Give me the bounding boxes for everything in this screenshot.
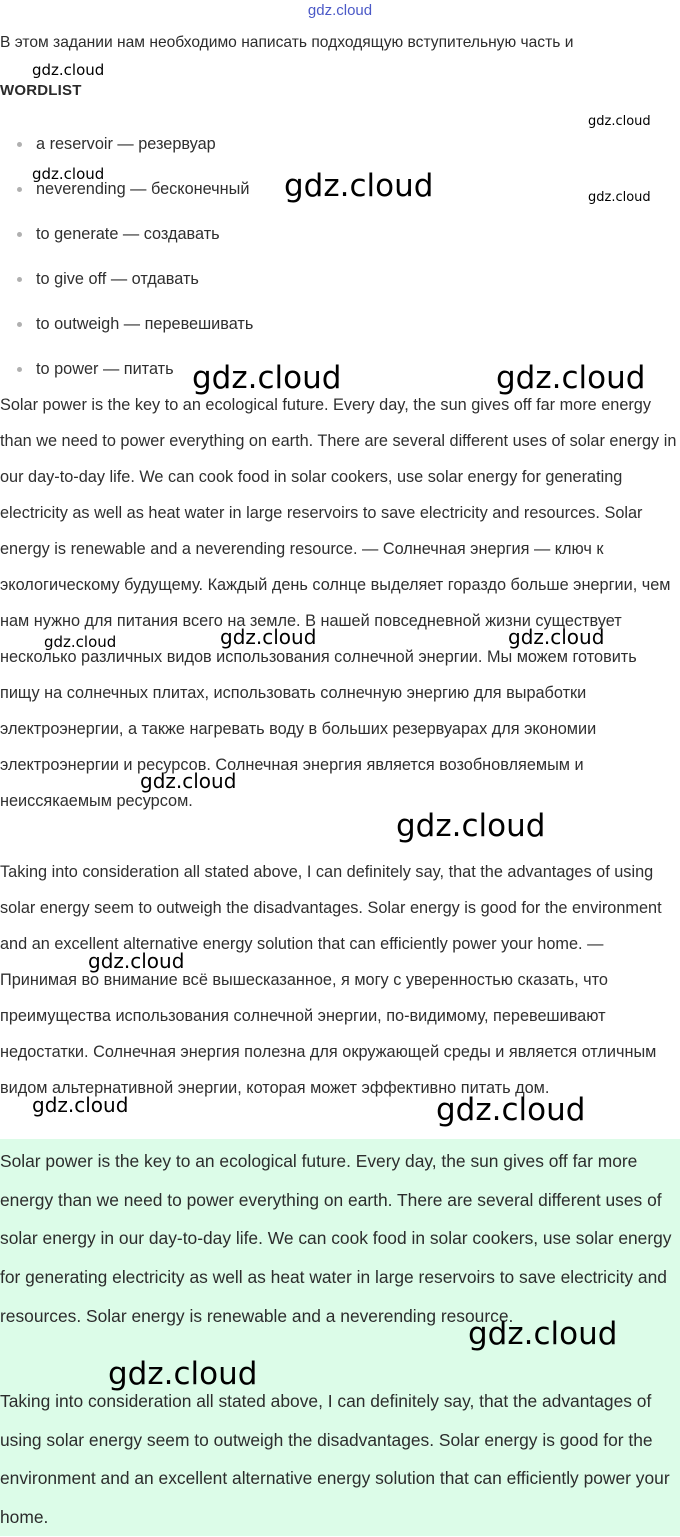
bullet-icon: [17, 232, 22, 237]
answer-paragraph-1: Solar power is the key to an ecological future. Every day, the sun gives off far more energy than we need to power everything on earth. There are several different uses of solar energy in our day-to-day life. We can cook food in solar cookers, use solar energy for generating electricity as well as heat water in large reservoirs to save electricity and resources. Solar energy is renewable and a neverending resource. — Солнечная энергия — ключ к экологическому будущему. Каждый день солнце выделяет гораздо больше энергии, чем нам нужно для питания всего на земле. В нашей повседневной жизни существует несколько различных видов использования солнечной энергии. Мы можем готовить пищу на солнечных плитах, использовать солнечную энергию для выработки электроэнергии, а также нагревать воду в больших резервуарах для экономии электроэнергии и ресурсов. Солнечная энергия является возобновляемым и неиссякаемым ресурсом.: [0, 396, 677, 810]
wordlist-item-text: a reservoir — резервуар: [36, 135, 216, 153]
bullet-icon: [17, 277, 22, 282]
bullet-icon: [17, 142, 22, 147]
watermark: gdz.cloud: [32, 1093, 129, 1117]
watermark: gdz.cloud: [220, 625, 317, 649]
bullet-icon: [17, 187, 22, 192]
watermark: gdz.cloud: [508, 625, 605, 649]
wordlist-item-text: neverending — бесконечный: [36, 180, 250, 198]
wordlist-item: [0, 122, 680, 167]
wordlist-item: [0, 302, 680, 347]
highlighted-paragraph-2: Taking into consideration all stated above, I can definitely say, that the advantages of using solar energy seem to outweigh the disadvantages. Solar energy is good for the environment and an excellent alternative energy solution that can efficiently power your home.: [0, 1391, 670, 1528]
wordlist-item: [0, 257, 680, 302]
watermark: gdz.cloud: [88, 949, 185, 973]
highlighted-paragraph-1: Solar power is the key to an ecological future. Every day, the sun gives off far more energy than we need to power everything on earth. There are several different uses of solar energy in our day-to-day life. We can cook food in solar cookers, use solar energy for generating electricity as well as heat water in large reservoirs to save electricity and resources. Solar energy is renewable and a neverending resource.: [0, 1151, 672, 1326]
bullet-icon: [17, 322, 22, 327]
watermark: gdz.cloud: [588, 114, 651, 129]
watermark: gdz.cloud: [192, 360, 342, 396]
watermark: gdz.cloud: [468, 1316, 618, 1352]
watermark: gdz.cloud: [32, 165, 105, 183]
wordlist-item: [0, 212, 680, 257]
watermark: gdz.cloud: [140, 769, 237, 793]
wordlist-heading: WORDLIST: [0, 82, 82, 99]
wordlist-item-text: to give off — отдавать: [36, 270, 199, 288]
watermark: gdz.cloud: [396, 808, 546, 844]
bullet-icon: [17, 367, 22, 372]
wordlist: [0, 122, 680, 396]
answer-paragraph-2: Taking into consideration all stated above, I can definitely say, that the advantages of using solar energy seem to outweigh the disadvantages. Solar energy is good for the environment and an excellent alternative energy solution that can efficiently power your home. — Принимая во внимание всё вышесказанное, я могу с уверенностью сказать, что преимущества использования солнечной энергии, по-видимому, перевешивают недостатки. Солнечная энергия полезна для окружающей среды и является отличным видом альтернативной энергии, которая может эффективно питать дом.: [0, 863, 662, 1097]
watermark: gdz.cloud: [108, 1356, 258, 1392]
watermark: gdz.cloud: [496, 360, 646, 396]
wordlist-item-text: to generate — создавать: [36, 225, 220, 243]
wordlist-item-text: to outweigh — перевешивать: [36, 315, 254, 333]
watermark: gdz.cloud: [588, 190, 651, 205]
intro-text: В этом задании нам необходимо написать подходящую вступительную часть и: [0, 34, 574, 51]
watermark: gdz.cloud: [32, 61, 105, 79]
wordlist-item-text: to power — питать: [36, 360, 174, 378]
site-link[interactable]: gdz.cloud: [307, 2, 373, 19]
watermark: gdz.cloud: [436, 1092, 586, 1128]
watermark: gdz.cloud: [284, 168, 434, 204]
watermark: gdz.cloud: [44, 633, 117, 651]
